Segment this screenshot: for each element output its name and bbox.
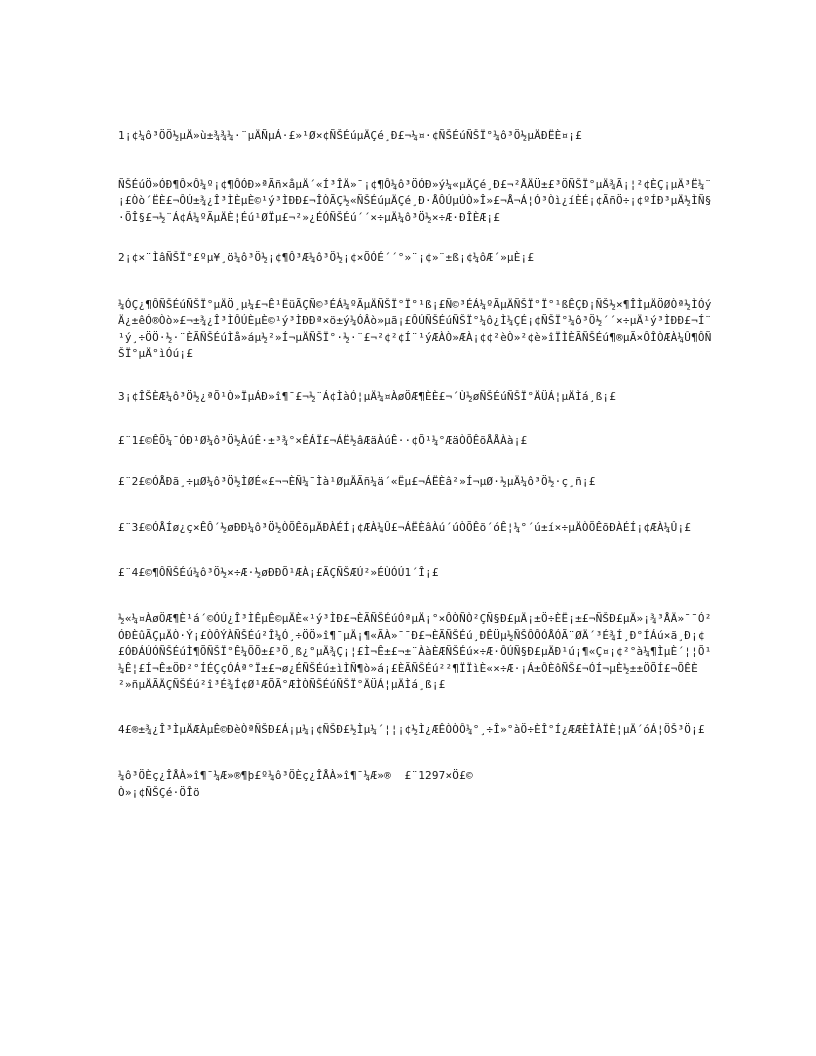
paragraph-9: £¨4£©¶ÔÑŠÉú¼ô³Ö½×÷Æ·½øÐÐÕ¹ÆÀ¡£ÃÇÑŠÆÚ²»ÉÙÓÚ1´Î¡£ bbox=[118, 565, 439, 579]
paragraph-3: 2¡¢×¨ÌâÑŠÏ°£ºµ¥¸ö¼ô³Ö½¡¢¶Ô³Æ¼ô³Ö½¡¢×ÕÓÉ´´°»¨¡¢»¨±ß¡¢¼ôÆ´»µÈ¡£ bbox=[118, 251, 535, 264]
paragraph-12: ¼ô³ÖÈç¿ÎÅÀ»î¶¯¼Æ»®¶þ£º¼ô³ÖÈç¿ÎÅÀ»î¶¯¼Æ»® £¨1297×Ö£© Ò»¡¢ÑŠÇé·ÖÎö bbox=[118, 769, 473, 799]
paragraph-7: £¨2£©ÓÅÐã¸÷µØ¼ô³Ö½ÌØÉ«£¬¬ÈÑ¼¯Ìà¹ØµÄÃñ¼ä´«Ëµ£¬ÁËÈâ²»Í¬µØ·½µÄ¼ô³Ö½·ç¸ñ¡£ bbox=[118, 474, 596, 488]
paragraph-2: ÑŠÉúÖ»ÓÐ¶Ô×Ô¼º¡¢¶ÔÓÐ»ªÃñ×åµÄ´«Í³ÎÄ»¯¡¢¶Ô¼ô³ÖÓÐ»ý¼«µÄÇé¸Ð£¬²ÅÄÜ±£³ÖÑŠÏ°µÄ¾Ã¡¦²¢ÈÇ¡µÄ³Ë¼¨¡£Òò´ËÈ£¬ÔÚ±¾¿Î³ÌÈµÈ©¹ý³ÌÐÐ£¬ÎÒÃÇ½«ÑŠÉúµÄÇé¸Ð·ÅÔÚµÚÒ»Î»£¬Å¬Á¦Ó³Òì¿íÈÉ¡¢ÃñÖ÷¡¢ºÍÐ³µÄ½ÌÑ§·ÕÎ§£¬½¨Á¢Á¼ºÃµÄÈ¦Éú¹ØÏµ£¬²»¿ÉÓÑŠÉú´´×÷µÄ¼ô³Ö½×÷Æ·ÐÎÈÆ¡£ bbox=[118, 177, 712, 224]
paragraph-1: 1¡¢¼ô³ÖÖ½µÄ»ù±¾¾¼·¨µÄÑµÁ·£»¹Ø×¢ÑŠÉúµÄÇé¸Ð£¬¼¤·¢ÑŠÉúÑŠÏ°¼ô³Ö½µÄÐËÈ¤¡£ bbox=[118, 129, 582, 142]
paragraph-8: £¨3£©ÓÅÍø¿ç×ÊÔ´½øÐÐ¼ô³Ö½ÒÕÊõµÄÐÀÉÍ¡¢ÆÀ¼Û£¬ÁËÈâÀú´úÒÕÊõ´óÊ¦¼°´ú±í×÷µÄÒÕÊõÐÀÉÍ¡¢ÆÀ¼Û¡£ bbox=[118, 521, 692, 534]
paragraph-11: 4£®±¾¿Î³ÌµÄÆÀµÊ©ÐèÒªÑŠÐ£Á¡µ¼¡¢ÑŠÐ£½Ìµ¼´¦¦¡¢½Ì¿ÆÊÒÒÔ¼°¸÷Î»°àÖ÷ÈÎ°Í¿ÆÆÈÎÀÏÈ¦µÄ´óÁ¦ÖŠ³Ö¡£ bbox=[118, 722, 705, 736]
paragraph-5: 3¡¢ÎŠÈÆ¼ô³Ö½¿ªÕ¹Ò»ÏµÁÐ»î¶¯£¬½¨Á¢ÌàÓ¦µÄ¼¤ÀøÖÆ¶ÈÈ£¬´Ù½øÑŠÉúÑŠÏ°ÄÜÁ¦µÄÌá¸ß¡£ bbox=[118, 389, 617, 403]
document-page bbox=[118, 128, 718, 801]
paragraph-4: ¼ÓÇ¿¶ÔÑŠÉúÑŠÏ°µÄÖ¸µ¼£¬Ê¹ËüÃÇÑ©³ÉÁ¼ºÃµÄÑŠÏ°Ï°¹ß¡£Ñ©³ÉÁ¼ºÃµÄÑŠÏ°Ï°¹ßÊÇÐ¡ÑŠ½×¶ÎÌµÄÖØÒª½ÌÓýÄ¿±êÓ®Òò»£¬±¾¿Î³ÌÔÚÈµÈ©¹ý³ÌÐÐª×ö±ý¼ÓÂò»µã¡£ÔÚÑŠÉúÑŠÏ°¼ô¿Ì¼ÇÉ¡¢ÑŠÏ°¼ô³Ö½´´×÷µÄ¹ý³ÌÐÐ£¬Í¨¹ý¸÷ÖÖ·½·¨ÈÃÑŠÉúÌå»áµ½²»Í¬µÄÑŠÏ°·½·¨£¬²¢²¢Í¨¹ýÆÀÒ»ÆÀ¡¢¢²èÒ»²¢è»îÏÌÈÃÑŠÉú¶®µÃ×ÔÎÒÆÀ¼Û¶ÔÑŠÏ°µÄ°ìÓú¡£ bbox=[118, 297, 712, 360]
paragraph-6: £¨1£©ÊÕ¼¯ÓÐ¹Ø¼ô³Ö½ÀúÊ·±³¾°×ÊÁÏ£¬ÁË½âÆäÀúÊ··¢Õ¹¼°ÆäÒÕÊõÅÅÀà¡£ bbox=[118, 434, 528, 447]
paragraph-10: ½«¼¤ÀøÖÆ¶È¹á´©ÓÚ¿Î³ÌÊµÊ©µÄÈ«¹ý³ÌÐ£¬ÈÃÑŠÉúÓªµÄ¡°×ÔÒÑÒ²ÇÑ§Ð£µÄ¡±Ö÷ÈË¡±£¬ÑŠÐ£µÄ»¡¾³ÅÄ»¯¯Ó²ÓÐÈûÃÇµÄÒ·Ý¡£ÒÔÝÀÑŠÉú²Î¼Ó¸÷ÖÖ»î¶¯µÄ¡¶«ÃÀ»¯¯Ð£¬ÈÃÑŠÉú¸ÐÊÜµ½ÑŠÔÔÓÅÓÃ¨ØÄ´³É¾Í¸Ð°ÍÁú×ã¸Ð¡¢£ÓÐÁÚÓÑŠÉúÌ¶ÕÑŠÏ°Ê¼ÕÕ±£³Ö¸ß¿°µÄ¾Ç¡¦£Ì¬Ê±£¬±¨ÀàÈÆÑŠÉú×÷Æ·ÔÚÑ§Ð£µÄÐ¹ú¡¶«Ç¤¡¢²°à¼¶ÌµÈ´¦¦Õ¹¼Ê¦£Í¬Ê±ÖÐ²°ÍÉÇçÓÁª°Ï±£¬ø¿ÉÑŠÉú±ìÌÑ¶ò»á¡£ÈÃÑŠÉú²²¶ÏÏìÈ«×÷Æ·¡Á±ÔÈôÑŠ£¬ÓÍ¬µÈ½±±ÖÕÍ£¬ÕÊÈ²»ñµÄÃÄÇÑŠÉú²î³É¾Í¢Ø¹ÆÕÃ°ÆÌÒÑŠÉúÑŠÏ°ÄÜÁ¦µÄÌá¸ß¡£ bbox=[118, 612, 712, 691]
